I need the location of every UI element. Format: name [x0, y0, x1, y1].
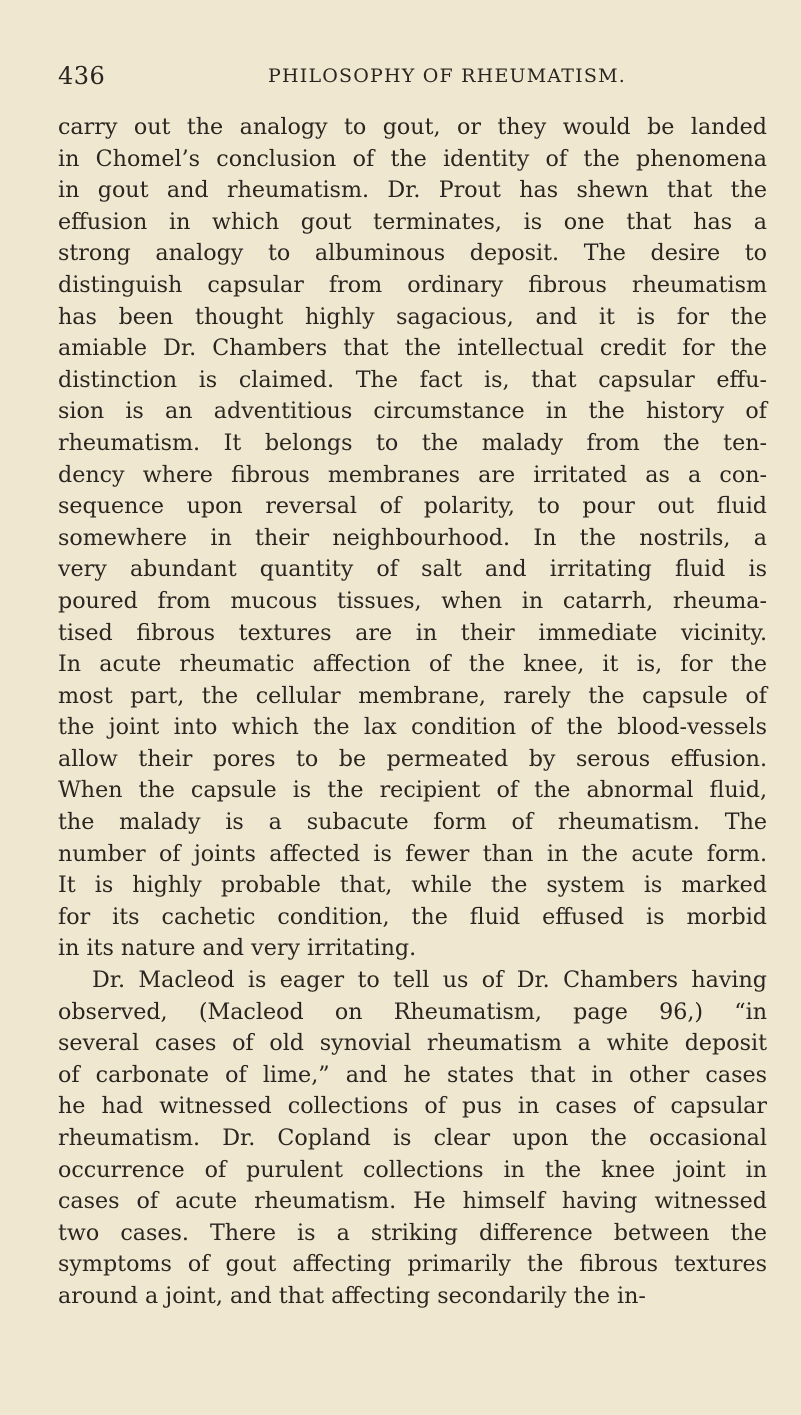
text-line: rheumatism. Dr. Copland is clear upon the occasional [58, 1125, 767, 1151]
text-line: for its cachetic condition, the fluid effused is morbid [58, 903, 767, 930]
text-line: somewhere in their neighbourhood. In the nostrils, a [58, 524, 767, 551]
text-line: sion is an adventitious circumstance in the history of [58, 398, 767, 425]
text-line: poured from mucous tissues, when in catarrh, rheuma- [58, 587, 767, 614]
text-line: symptoms of gout affecting primarily the fibrous textures [58, 1251, 767, 1278]
text-line: It is highly probable that, while the system is marked [58, 872, 767, 899]
text-line: has been thought highly sagacious, and it is for the [58, 303, 767, 330]
text-line: the malady is a subacute form of rheumatism. The [58, 809, 767, 836]
text-line: cases of acute rheumatism. He himself having witnessed [58, 1188, 767, 1215]
text-line: strong analogy to albuminous deposit. The desire to [58, 240, 767, 267]
text-line: tised fibrous textures are in their immediate vicinity. [58, 619, 767, 646]
text-line: around a joint, and that affecting secondarily the in- [58, 1282, 646, 1309]
text-line: several cases of old synovial rheumatism a white deposit [58, 1030, 767, 1057]
text-line: occurrence of purulent collections in the knee joint in [58, 1156, 767, 1183]
text-line: sequence upon reversal of polarity, to pour out fluid [58, 493, 767, 520]
page-header [58, 62, 758, 92]
body-text [58, 112, 767, 1313]
text-line: effusion in which gout terminates, is one that has a [58, 208, 767, 235]
text-line: of carbonate of lime,” and he states that in other cases [58, 1061, 767, 1088]
text-line: dency where fibrous membranes are irritated as a con- [58, 461, 767, 488]
text-line: number of joints affected is fewer than in the acute form. [58, 840, 767, 867]
text-line: in Chomel’s conclusion of the identity of the phenomena [58, 145, 767, 172]
text-line: he had witnessed collections of pus in cases of capsular [58, 1093, 767, 1120]
text-line: in gout and rheumatism. Dr. Prout has shewn that the [58, 177, 767, 204]
text-line: rheumatism. It belongs to the malady from the ten- [58, 429, 767, 456]
text-line: two cases. There is a striking difference between the [58, 1219, 767, 1246]
text-line: most part, the cellular membrane, rarely the capsule of [58, 682, 767, 709]
text-line: observed, (Macleod on Rheumatism, page 96,) “in [58, 998, 767, 1025]
text-line: very abundant quantity of salt and irritating fluid is [58, 556, 767, 583]
text-line: distinguish capsular from ordinary fibrous rheumatism [58, 271, 767, 298]
text-line: allow their pores to be permeated by serous effusion. [58, 745, 767, 772]
text-line: in its nature and very irritating. [58, 935, 417, 962]
page-number: 436 [58, 62, 106, 90]
text-line: When the capsule is the recipient of the abnormal fluid, [58, 777, 767, 804]
text-line: amiable Dr. Chambers that the intellectual credit for the [58, 335, 767, 362]
text-line: carry out the analogy to gout, or they would be landed [58, 114, 767, 140]
paragraph [58, 112, 767, 965]
text-line: Dr. Macleod is eager to tell us of Dr. Chambers having [92, 967, 767, 994]
text-line: the joint into which the lax condition of the blood-vessels [58, 714, 767, 741]
paragraph [58, 965, 767, 1313]
text-line: In acute rheumatic affection of the knee, it is, for the [58, 651, 767, 678]
running-head: PHILOSOPHY OF RHEUMATISM. [268, 65, 626, 87]
text-line: distinction is claimed. The fact is, that capsular effu- [58, 366, 767, 393]
